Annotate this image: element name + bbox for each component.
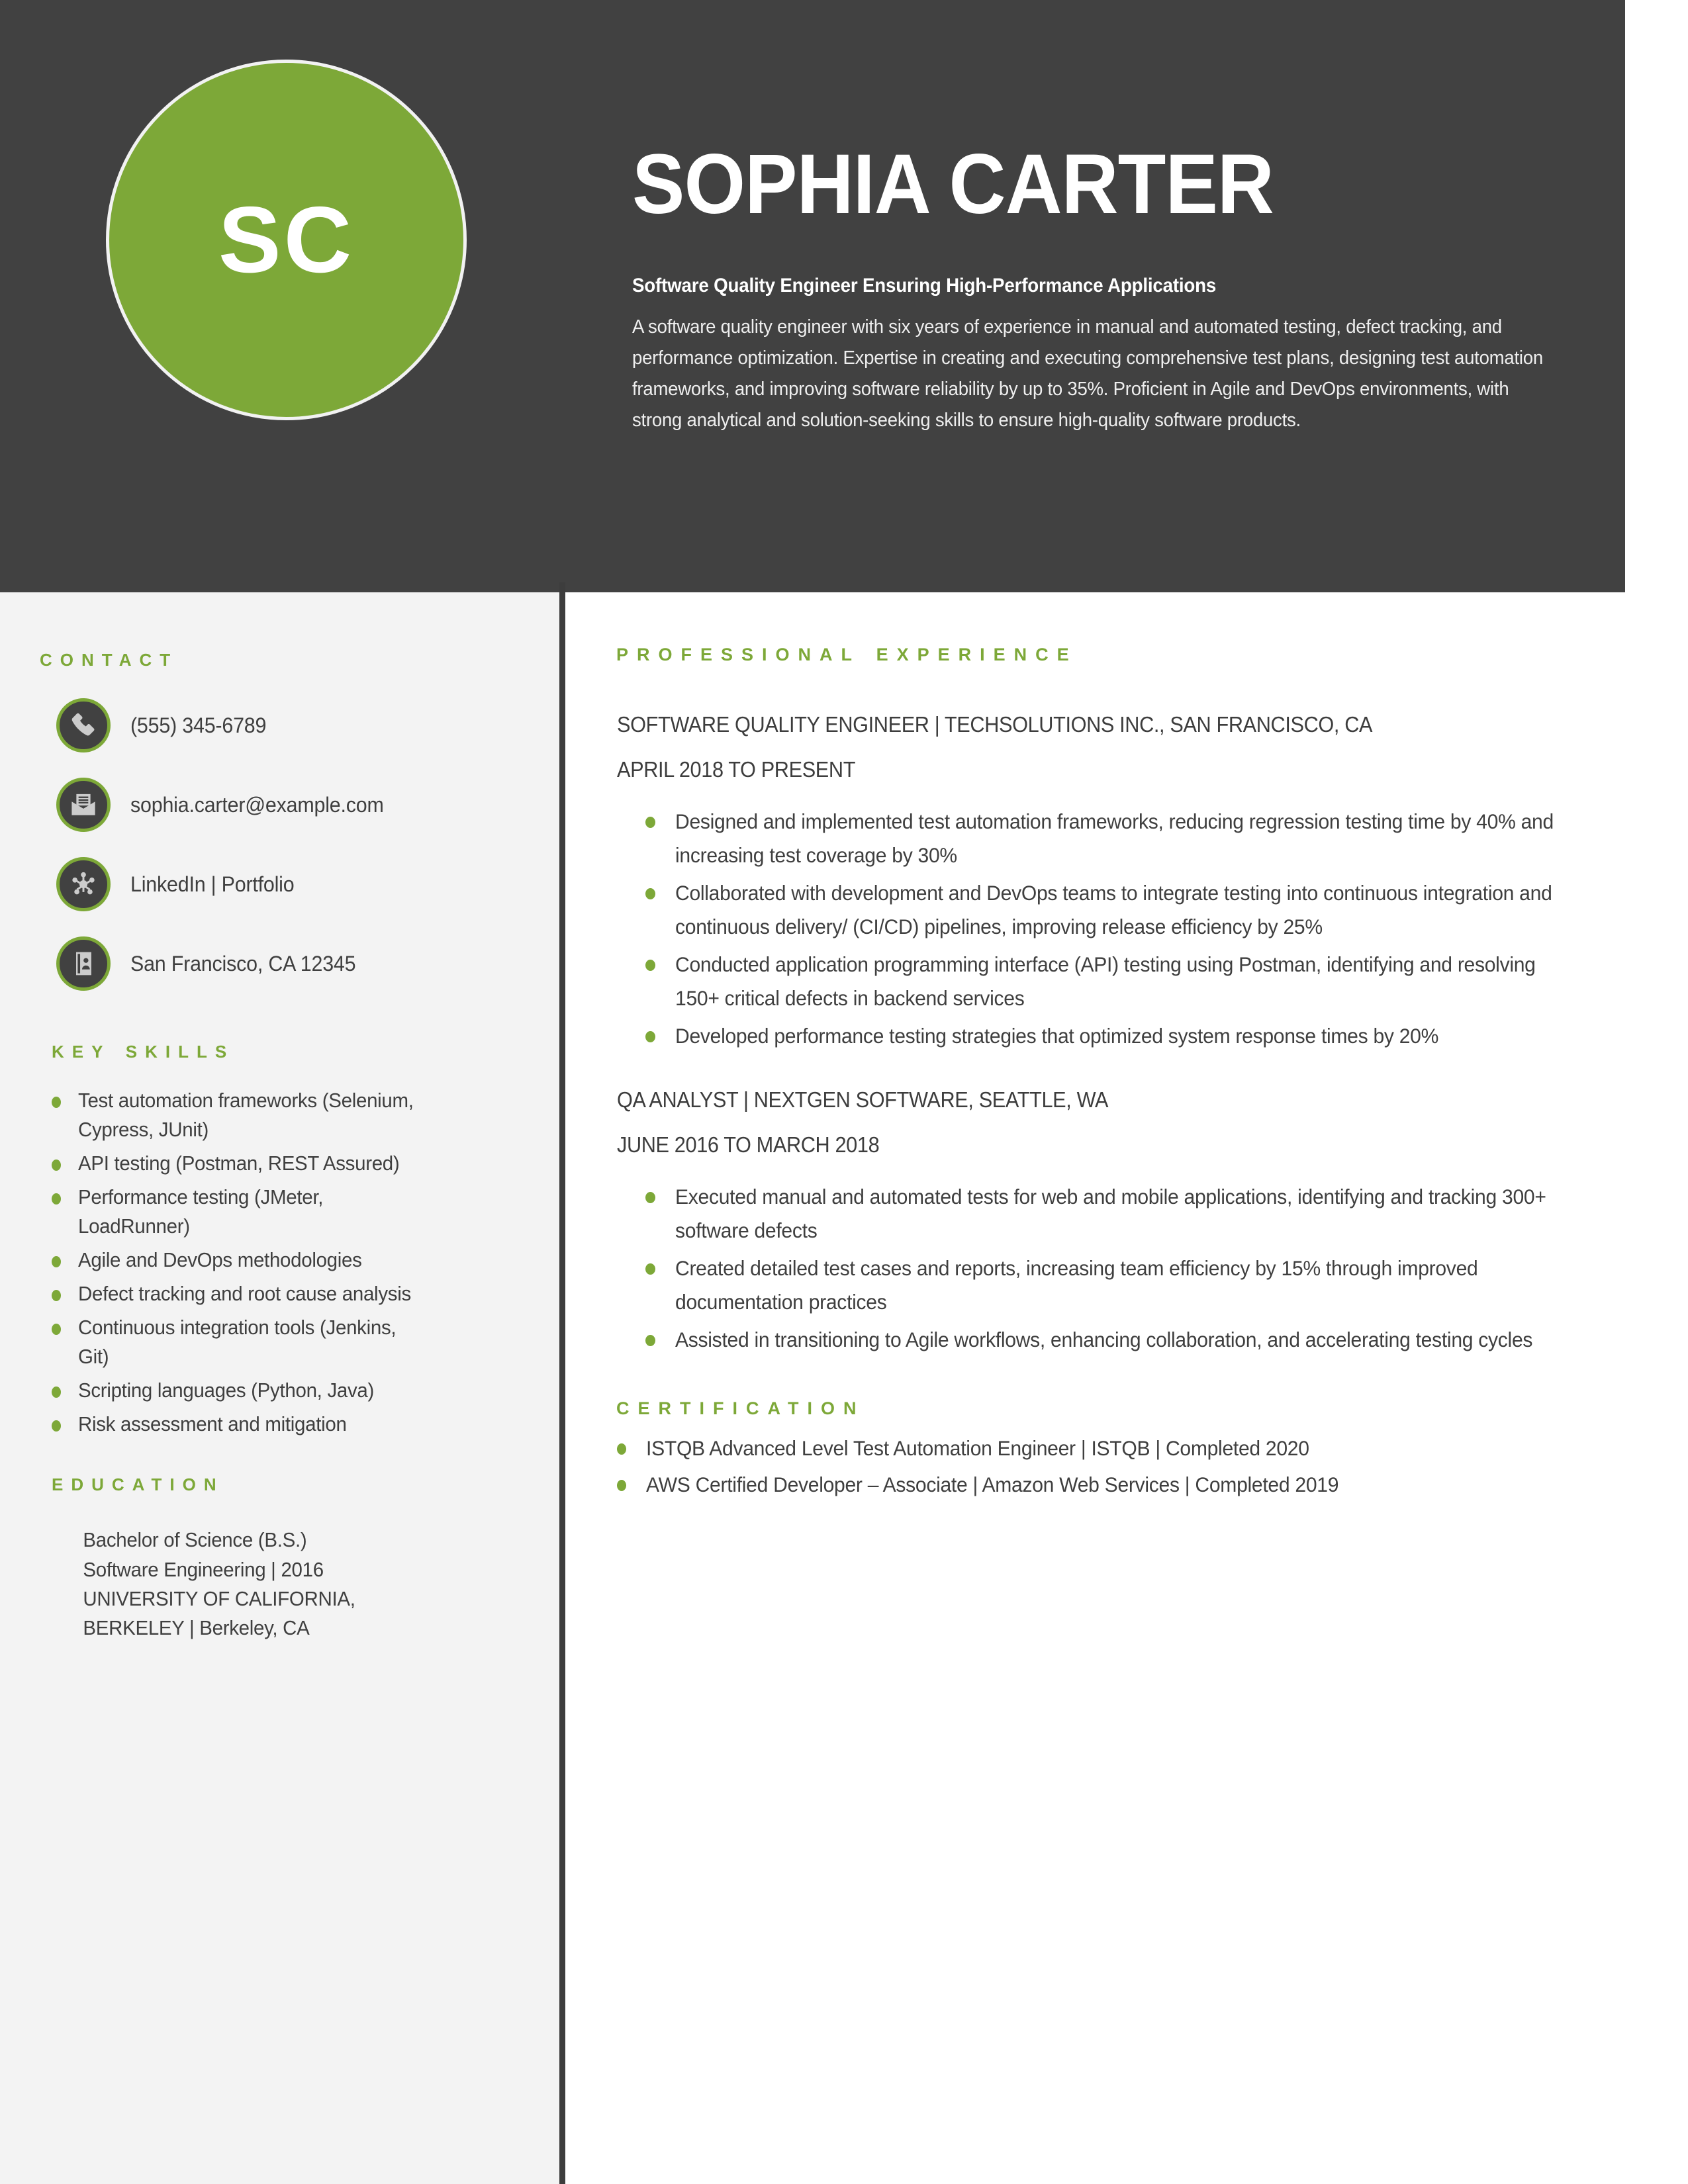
network-icon [56,857,111,911]
contact-item-phone[interactable] [0,698,559,752]
bullet-dot-icon [52,1097,61,1108]
list-item [52,1313,559,1371]
key-skills-heading: key skills [52,1036,235,1063]
bullet-dot-icon [52,1160,61,1171]
avatar-initials: SC [218,187,355,293]
list-item [645,1019,1688,1053]
contact-heading: contact [40,644,179,671]
bullet-text: Assisted in transitioning to Agile workflows, enhancing collaboration, and accelerating testing cycles [675,1328,1533,1352]
list-item [52,1086,559,1144]
education-degree: Bachelor of Science (B.S.) [83,1528,307,1552]
education-school-line1: UNIVERSITY OF CALIFORNIA, [83,1586,355,1610]
skill-text: API testing (Postman, REST Assured) [78,1152,400,1175]
list-item [645,948,1688,1015]
candidate-name: SOPHIA CARTER [632,137,1274,232]
experience-heading: professional experience [616,639,1078,666]
list-item [52,1149,559,1178]
certification-text: ISTQB Advanced Level Test Automation Engineer | ISTQB | Completed 2020 [646,1436,1309,1461]
candidate-tagline: Software Quality Engineer Ensuring High-Performance Applications [632,275,1217,296]
education-heading: education [52,1469,224,1496]
avatar [106,60,467,420]
list-item [52,1376,559,1405]
bullet-text: Collaborated with development and DevOps teams to integrate testing into continuous integration and continuous delivery/ (CI/CD) pipelines, improving release efficiency by 25% [675,881,1552,939]
job-dates: APRIL 2018 TO PRESENT [617,757,856,782]
bullet-dot-icon [645,960,655,971]
contact-item-email[interactable] [0,778,559,832]
job-bullet-list [617,1180,1688,1357]
experience-entry [565,1057,1688,1357]
skill-text: Agile and DevOps methodologies [78,1248,362,1272]
list-item [617,1433,1688,1464]
list-item [645,1251,1688,1319]
list-item [645,876,1688,944]
skill-text: Performance testing (JMeter, LoadRunner) [78,1185,324,1238]
education-school-line2: BERKELEY | Berkeley, CA [83,1616,310,1640]
bullet-dot-icon [52,1290,61,1301]
bullet-dot-icon [52,1324,61,1335]
bullet-dot-icon [645,888,655,899]
bullet-dot-icon [645,1335,655,1346]
bullet-dot-icon [617,1480,626,1491]
contact-links-value: LinkedIn | Portfolio [130,872,295,896]
bullet-text: Conducted application programming interface (API) testing using Postman, identifying and resolving 150+ critical defects in backend services [675,952,1536,1011]
experience-entry [565,667,1688,1053]
bullet-text: Designed and implemented test automation frameworks, reducing regression testing time by 40% and increasing test coverage by 30% [675,809,1554,868]
list-item [645,1180,1688,1248]
certification-heading: certification [616,1392,865,1421]
education-field-year: Software Engineering | 2016 [83,1557,324,1581]
phone-icon [56,698,111,752]
contact-location-value: San Francisco, CA 12345 [130,951,356,976]
professional-summary: A software quality engineer with six years of experience in manual and automated testing, defect tracking, and performance optimization. Expertise in creating and executing comprehensive test plans, designing test automation frameworks, and improving software reliability by up to 35%. Proficient in Agile and DevOps environments, with strong analytical and solution-seeking skills to ensure high-quality software products. [632,316,1543,431]
skill-text: Test automation frameworks (Selenium, Cypress, JUnit) [78,1089,414,1142]
job-bullet-list [617,805,1688,1053]
skill-text: Scripting languages (Python, Java) [78,1379,375,1402]
resume-header [0,0,1625,592]
list-item [52,1279,559,1308]
contact-phone-value: (555) 345-6789 [130,713,267,737]
bullet-dot-icon [617,1443,626,1455]
skill-text: Risk assessment and mitigation [78,1412,347,1436]
contact-item-location[interactable] [0,936,559,991]
certification-text: AWS Certified Developer – Associate | Amazon Web Services | Completed 2019 [646,1473,1339,1497]
bullet-text: Created detailed test cases and reports, increasing team efficiency by 15% through improved documentation practices [675,1256,1478,1314]
header-text-block [632,137,1585,436]
list-item [617,1469,1688,1500]
main-column [565,592,1688,2184]
list-item [645,1323,1688,1357]
bullet-dot-icon [645,1192,655,1203]
bullet-dot-icon [52,1193,61,1205]
contact-list [0,698,559,991]
column-divider [559,582,565,2184]
education-block [0,1525,460,1643]
bullet-dot-icon [645,1263,655,1275]
list-item [52,1183,559,1241]
bullet-dot-icon [52,1256,61,1267]
list-item [645,805,1688,872]
bullet-dot-icon [52,1387,61,1398]
job-title: SOFTWARE QUALITY ENGINEER | TECHSOLUTIONS INC., SAN FRANCISCO, CA [617,712,1373,737]
sidebar [0,592,559,2184]
bullet-text: Developed performance testing strategies that optimized system response times by 20% [675,1024,1439,1048]
certification-list [565,1433,1688,1501]
skill-text: Defect tracking and root cause analysis [78,1282,411,1306]
bullet-dot-icon [645,817,655,828]
address-card-icon [56,936,111,991]
bullet-dot-icon [52,1420,61,1432]
list-item [52,1246,559,1275]
contact-item-links[interactable] [0,857,559,911]
bullet-dot-icon [645,1031,655,1042]
contact-email-value: sophia.carter@example.com [130,792,384,817]
skill-text: Continuous integration tools (Jenkins, Git) [78,1316,397,1369]
job-dates: JUNE 2016 TO MARCH 2018 [617,1132,880,1158]
envelope-icon [56,778,111,832]
bullet-text: Executed manual and automated tests for web and mobile applications, identifying and tracking 300+ software defects [675,1185,1546,1243]
list-item [52,1410,559,1439]
job-title: QA ANALYST | NEXTGEN SOFTWARE, SEATTLE, WA [617,1087,1109,1113]
key-skills-list [0,1086,559,1439]
